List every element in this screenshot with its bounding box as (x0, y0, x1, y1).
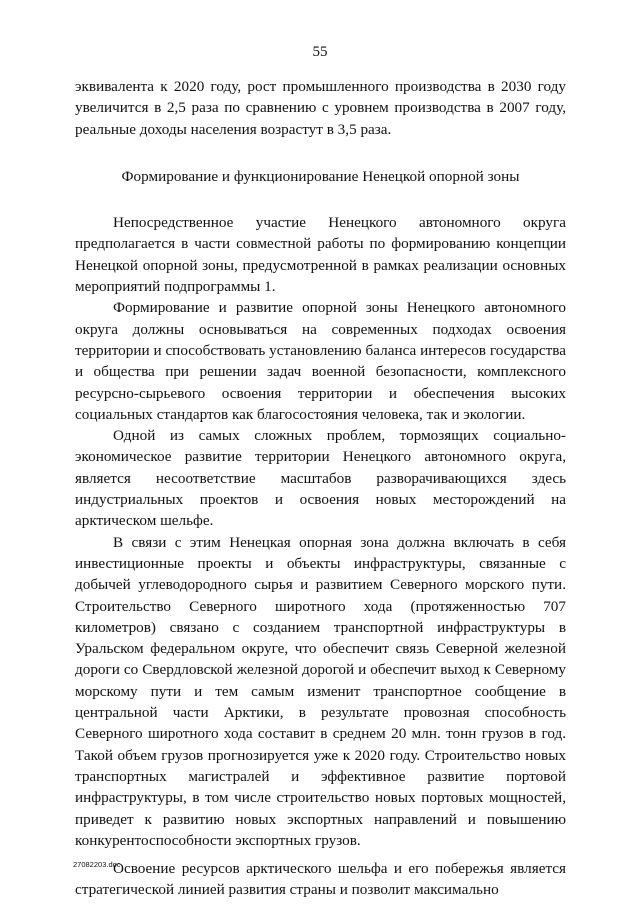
paragraph-infrastructure: В связи с этим Ненецкая опорная зона должна включать в себя инвестиционные проекты и объекты инфраструктуры, связанные с добычей углеводородного сырья и развитием Северного морского пути. Строительство Северного широтного хода (протяженностью 707 километров) связано с созданием транспортной инфраструктуры в Уральском федеральном округе, что обеспечит связь Северной железной дороги со Свердловской железной дорогой и обеспечит выход к Северному морскому пути и тем самым изменит транспортное сообщение в центральной части Арктики, в результате провозная способность Северного широтного хода составит в среднем 20 млн. тонн грузов в год. Такой объем грузов прогнозируется уже к 2020 году. Строительство новых транспортных магистралей и эффективное развитие портовой инфраструктуры, в том числе строительство новых портовых мощностей, приведет к развитию новых экспортных направлений и повышению конкурентоспособности экспортных грузов. (75, 533, 566, 849)
section-heading: Формирование и функционирование Ненецкой опорной зоны (121, 167, 520, 185)
document-body (75, 76, 566, 901)
paragraph-participation: Непосредственное участие Ненецкого автономного округа предполагается в части совместной работы по формированию концепции Ненецкой опорной зоны, предусмотренной в рамках реализации основных мероприятий подпрограммы 1. (75, 214, 566, 296)
intro-paragraph: эквивалента к 2020 году, рост промышленного производства в 2030 году увеличится в 2,5 раза по сравнению с уровнем производства в 2007 году, реальные доходы населения возрастут в 3,5 раза. (75, 78, 566, 138)
paragraph-shelf: Освоение ресурсов арктического шельфа и его побережья является стратегической линией развития страны и позволит максимально (75, 860, 566, 899)
page-number: 55 (312, 44, 328, 60)
paragraph-formation: Формирование и развитие опорной зоны Ненецкого автономного округа должны основываться на современных подходах освоения территории и способствовать установлению баланса интересов государства и общества при решении задач военной безопасности, комплексного ресурсно-сырьевого освоения территории и обеспечения высоких социальных стандартов как благосостояния человека, так и экологии. (75, 299, 566, 423)
paragraph-problems: Одной из самых сложных проблем, тормозящих социально-экономическое развитие территории Ненецкого автономного округа, является несоответствие масштабов разворачивающихся здесь индустриальных проектов и освоения новых месторождений на арктическом шельфе. (75, 427, 566, 530)
footer-filename: 27082203.doc (73, 860, 121, 869)
